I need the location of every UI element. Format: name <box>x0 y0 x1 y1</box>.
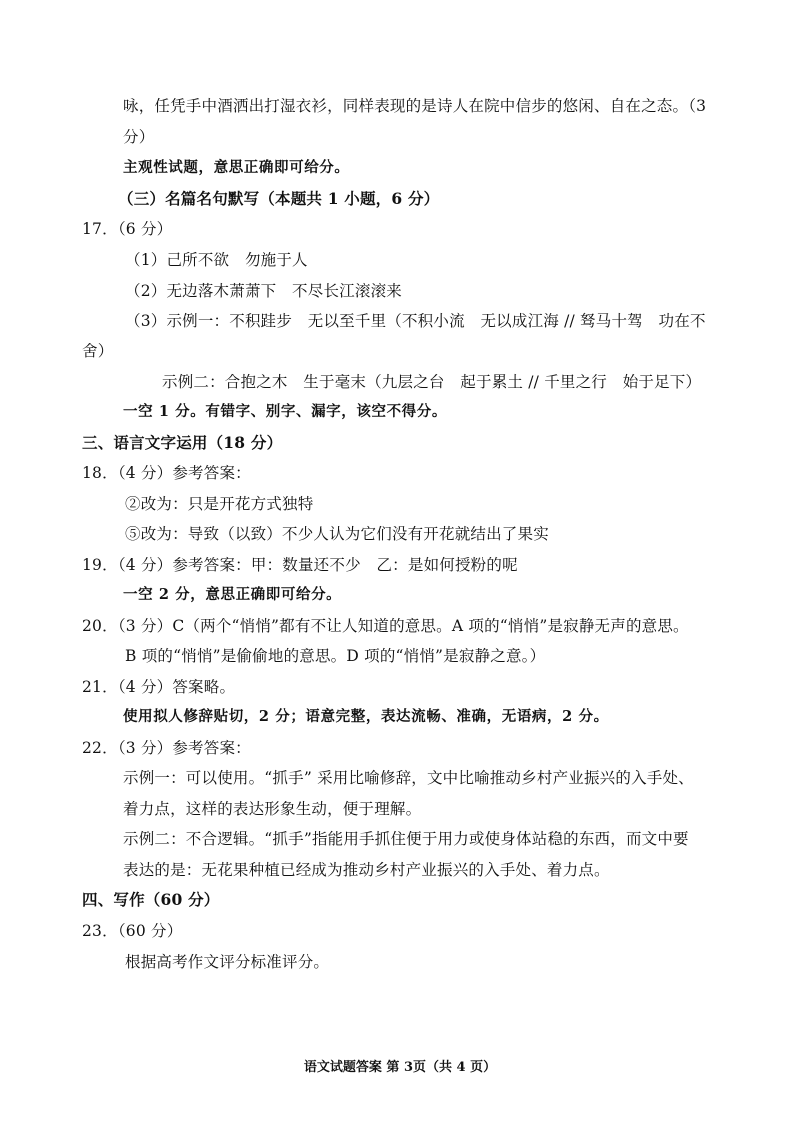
scoring-note: 一空 1 分。有错字、别字、漏字，该空不得分。 <box>123 403 447 420</box>
answer-line: （2）无边落木萧萧下 不尽长江滚滚来 <box>125 282 402 300</box>
section-heading: 三、语言文字运用（18 分） <box>82 433 283 452</box>
text-line: 分） <box>123 128 155 146</box>
section-heading: （三）名篇名句默写（本题共 1 小题，6 分） <box>118 189 440 208</box>
answer-line: 根据高考作文评分标准评分。 <box>125 953 330 971</box>
question-number: 19．（4 分）参考答案：甲：数量还不少 乙：是如何授粉的呢 <box>82 556 518 574</box>
answer-line: 示例二：合抱之木 生于毫末（九层之台 起于累土 // 千里之行 始于足下） <box>162 373 702 391</box>
question-number: 23．（60 分） <box>82 922 183 940</box>
question-number: 17．（6 分） <box>82 220 173 238</box>
answer-line: ⑤改为：导致（以致）不少人认为它们没有开花就结出了果实 <box>125 525 549 543</box>
answer-line: 示例一：可以使用。“抓手” 采用比喻修辞，文中比喻推动乡村产业振兴的入手处、 <box>123 769 694 787</box>
scoring-note: 使用拟人修辞贴切，2 分；语意完整，表达流畅、准确，无语病，2 分。 <box>123 708 609 725</box>
answer-line: B 项的“悄悄”是偷偷地的意思。D 项的“悄悄”是寂静之意。） <box>125 647 546 665</box>
answer-line: 表达的是：无花果种植已经成为推动乡村产业振兴的入手处、着力点。 <box>123 861 610 879</box>
answer-line: 舍） <box>82 342 114 360</box>
question-number: 18．（4 分）参考答案： <box>82 464 251 482</box>
answer-line: （1）己所不欲 勿施于人 <box>125 251 308 269</box>
question-number: 21．（4 分）答案略。 <box>82 678 236 696</box>
section-heading: 四、写作（60 分） <box>82 890 220 909</box>
scoring-note: 主观性试题，意思正确即可给分。 <box>123 159 350 176</box>
page-footer: 语文试题答案 第 3页（共 4 页） <box>303 1060 497 1075</box>
question-number: 20．（3 分）C（两个“悄悄”都有不让人知道的意思。A 项的“悄悄”是寂静无声的意思。 <box>82 617 689 635</box>
scoring-note: 一空 2 分，意思正确即可给分。 <box>123 586 342 603</box>
answer-line: 着力点，这样的表达形象生动，便于理解。 <box>123 800 422 818</box>
answer-line: （3）示例一：不积跬步 无以至千里（不积小流 无以成江海 // 驽马十驾 功在不 <box>125 312 706 330</box>
answer-line: 示例二：不合逻辑。“抓手”指能用手抓住便于用力或使身体站稳的东西，而文中要 <box>123 830 689 848</box>
answer-line: ②改为：只是开花方式独特 <box>125 495 314 513</box>
question-number: 22．（3 分）参考答案： <box>82 739 251 757</box>
text-line: 咏，任凭手中酒洒出打湿衣衫，同样表现的是诗人在院中信步的悠闲、自在之态。（3 <box>123 97 707 115</box>
